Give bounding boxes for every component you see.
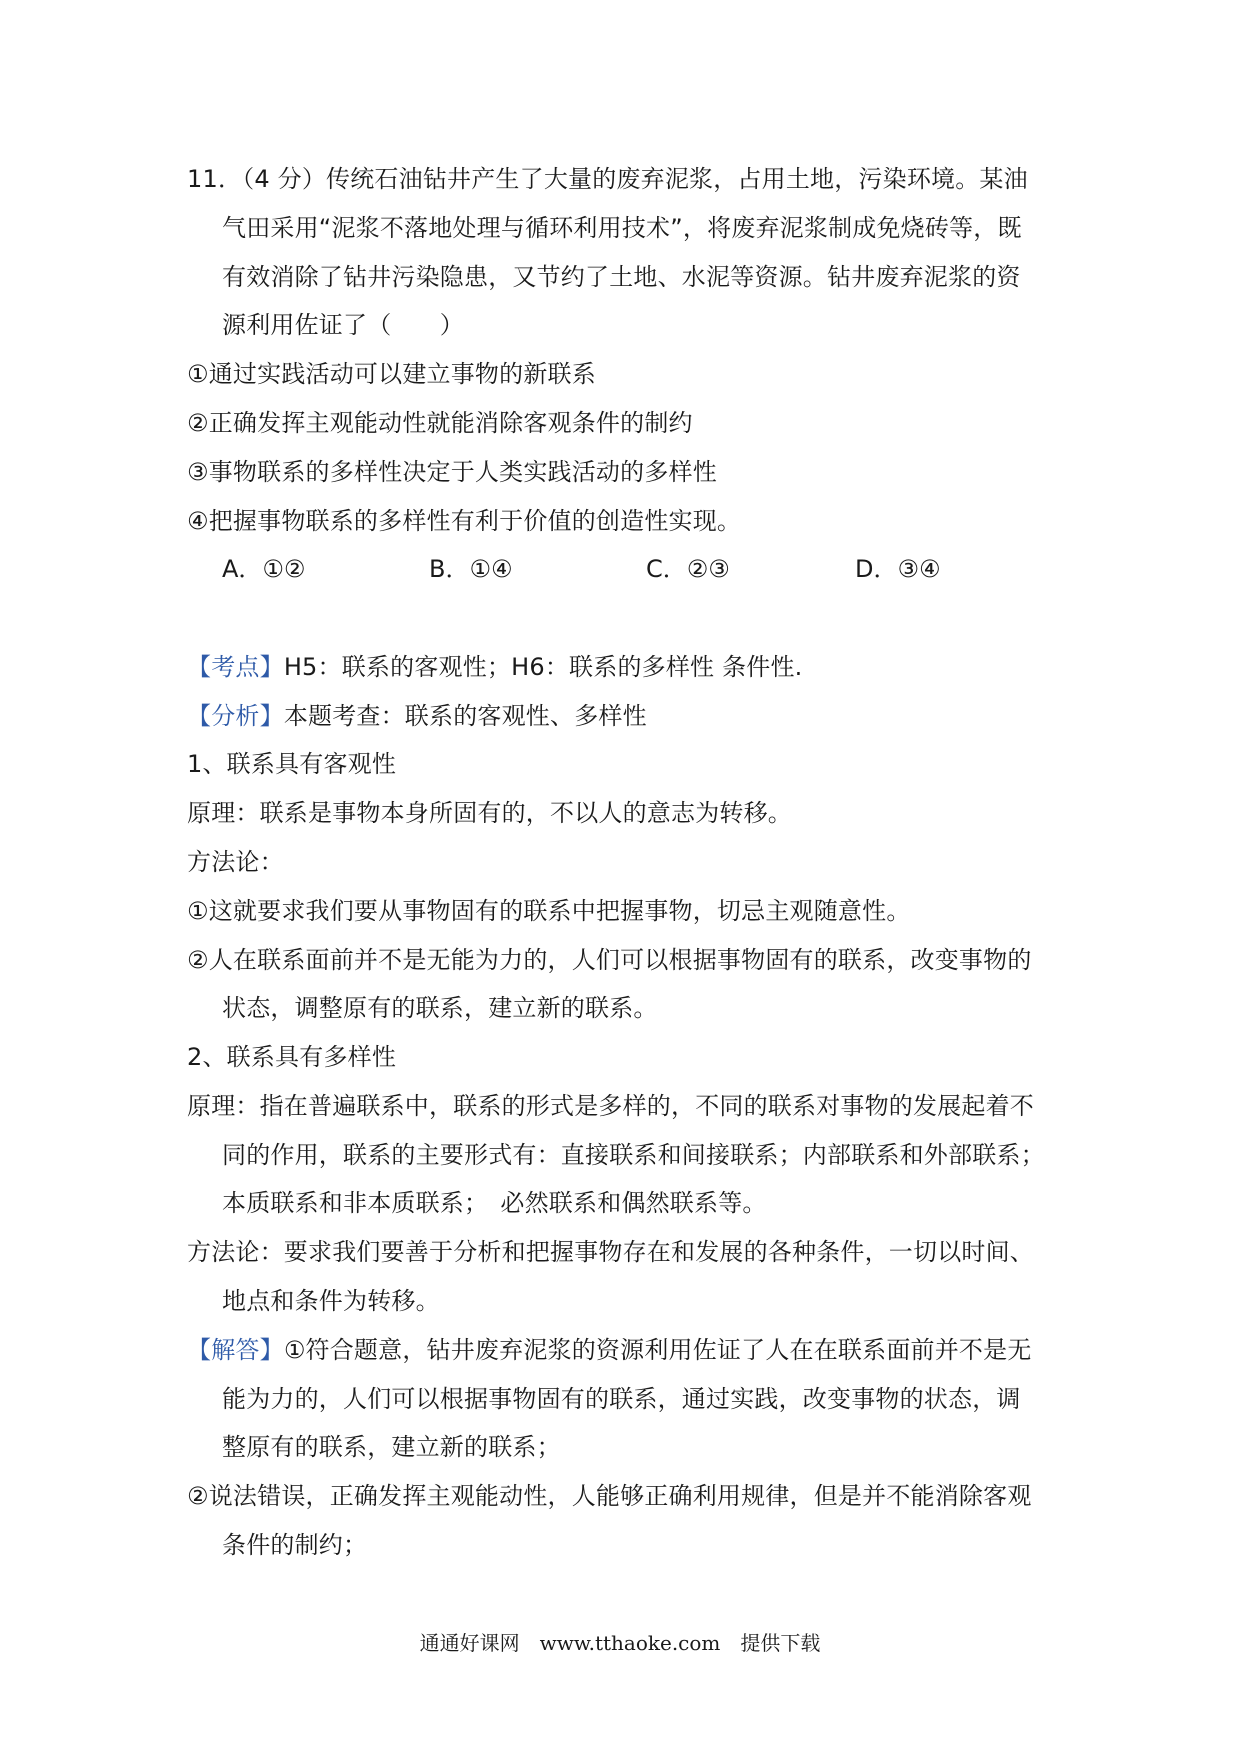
jieda-tag: 【解答】 [187, 1336, 284, 1364]
choice-d: D．③④ [855, 555, 941, 583]
answer-choices [222, 552, 982, 586]
analysis-line: 原理：指在普遍联系中，联系的形式是多样的，不同的联系对事物的发展起着不 [187, 1092, 1034, 1120]
statement-4: ④把握事物联系的多样性有利于价值的创造性实现。 [187, 507, 742, 535]
jieda-line: ②说法错误，正确发挥主观能动性，人能够正确利用规律，但是并不能消除客观 [187, 1482, 1032, 1510]
analysis-line: 原理：联系是事物本身所固有的，不以人的意志为转移。 [187, 799, 792, 827]
analysis-line: 方法论： [187, 848, 284, 876]
fenxi-text: 本题考查：联系的客观性、多样性 [283, 702, 647, 730]
choice-a: A．①② [222, 555, 306, 583]
jieda-line: 整原有的联系，建立新的联系； [222, 1433, 561, 1461]
statement-1: ①通过实践活动可以建立事物的新联系 [187, 360, 596, 388]
question-stem-line-4: 源利用佐证了（ ） [222, 311, 464, 339]
analysis-line: 本质联系和非本质联系； 必然联系和偶然联系等。 [222, 1189, 767, 1217]
analysis-line: 2、联系具有多样性 [187, 1043, 397, 1071]
jieda-line [187, 1333, 1032, 1367]
choice-b: B．①④ [429, 555, 513, 583]
analysis-line: 1、联系具有客观性 [187, 750, 397, 778]
analysis-line: ②人在联系面前并不是无能为力的，人们可以根据事物固有的联系，改变事物的 [187, 946, 1032, 974]
fenxi-tag: 【分析】 [187, 702, 284, 730]
fenxi-line [187, 699, 647, 733]
jieda-line: 能为力的，人们可以根据事物固有的联系，通过实践，改变事物的状态，调 [222, 1385, 1021, 1413]
question-stem-line-1: 11．（4 分）传统石油钻井产生了大量的废弃泥浆，占用土地，污染环境。某油 [187, 165, 1028, 193]
choice-c: C．②③ [646, 555, 730, 583]
kaodian-line [187, 650, 803, 684]
question-stem-line-2: 气田采用“泥浆不落地处理与循环利用技术”，将废弃泥浆制成免烧砖等，既 [222, 214, 1022, 242]
analysis-line: 同的作用，联系的主要形式有：直接联系和间接联系；内部联系和外部联系； [222, 1141, 1045, 1169]
kaodian-tag: 【考点】 [187, 653, 284, 681]
analysis-line: ①这就要求我们要从事物固有的联系中把握事物，切忌主观随意性。 [187, 897, 911, 925]
analysis-line: 地点和条件为转移。 [222, 1287, 440, 1315]
analysis-line: 方法论：要求我们要善于分析和把握事物存在和发展的各种条件，一切以时间、 [187, 1238, 1034, 1266]
jieda-text: ①符合题意，钻井废弃泥浆的资源利用佐证了人在在联系面前并不是无 [283, 1336, 1032, 1364]
question-stem-line-3: 有效消除了钻井污染隐患，又节约了土地、水泥等资源。钻井废弃泥浆的资 [222, 263, 1021, 291]
kaodian-text: H5：联系的客观性；H6：联系的多样性 条件性. [283, 653, 803, 681]
page-footer: 通通好课网 www.tthaoke.com 提供下载 [419, 1631, 821, 1655]
statement-2: ②正确发挥主观能动性就能消除客观条件的制约 [187, 409, 693, 437]
statement-3: ③事物联系的多样性决定于人类实践活动的多样性 [187, 458, 717, 486]
analysis-line: 状态，调整原有的联系，建立新的联系。 [222, 994, 658, 1022]
jieda-line: 条件的制约； [222, 1531, 368, 1559]
